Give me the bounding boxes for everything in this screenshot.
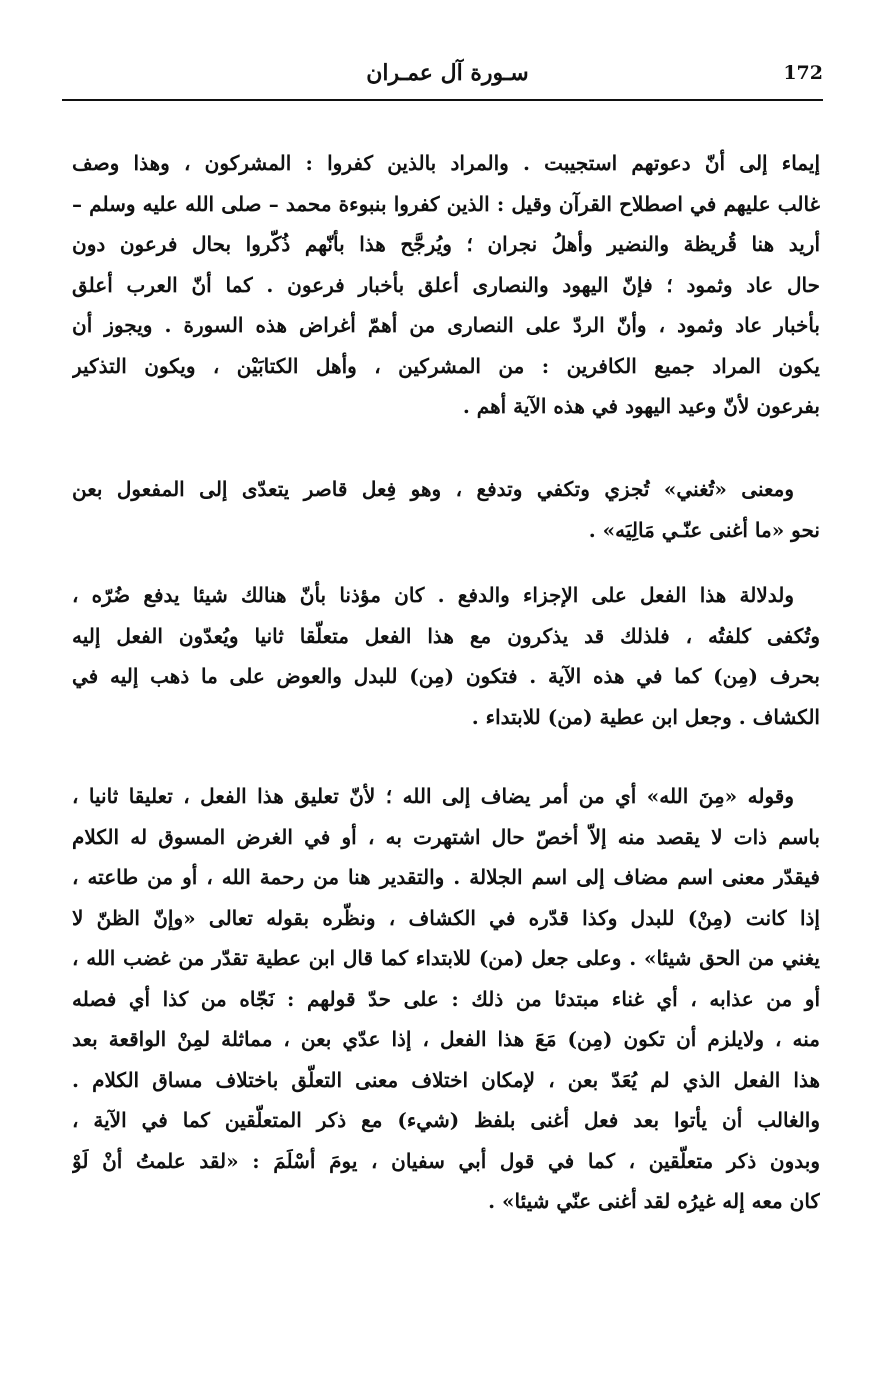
text-line: يغني من الحق شيئا» . وعلى جعل (من) للابتداء كما قال ابن عطية تقدّر من غضب الله ،	[72, 946, 820, 970]
paragraph-4	[72, 776, 820, 1222]
text-line: منه ، ولايلزم أن تكون (مِن) مَعَ هذا الفعل ، إذا عدّي بعن ، مماثلة لمِنْ الواقعة بعد	[72, 1027, 820, 1051]
text-line: بحرف (مِن) كما في هذه الآية . فتكون (مِن) للبدل والعوض على ما ذهب إليه في	[72, 664, 820, 688]
text-line: وقوله «مِنَ الله» أي من أمر يضاف إلى الله ؛ لأنّ تعليق هذا الفعل ، تعليقا ثانيا ،	[72, 784, 794, 808]
text-line: والغالب أن يأتوا بعد فعل أغنى بلفظ (شيء) مع ذكر المتعلّقين كما في الآية ،	[72, 1108, 820, 1132]
page-number: 172	[783, 62, 823, 84]
text-line: أو من عذابه ، أي غناء مبتدئا من ذلك : على حدّ قولهم : نَجّاه من كذا أي فصله	[72, 986, 820, 1011]
paragraph-3	[72, 575, 820, 737]
text-line: كان معه إله غيرُه لقد أغنى عنّي شيئا» .	[488, 1189, 820, 1213]
text-line: أريد هنا قُريظة والنضير وأهلُ نجران ؛ ويُرجَّح هذا بأنّهم ذُكّروا بحال فرعون دون	[72, 232, 820, 256]
text-line: بفرعون لأنّ وعيد اليهود في هذه الآية أهم .	[462, 394, 820, 418]
text-line: باسم ذات لا يقصد منه إلاّ أخصّ حال اشتهرت به ، أو في الغرض المسوق له الكلام	[72, 824, 820, 849]
text-line: إيماء إلى أنّ دعوتهم استجيبت . والمراد بالذين كفروا : المشركون ، وهذا وصف	[72, 151, 820, 175]
text-line: يكون المراد جميع الكافرين : من المشركين ، وأهل الكتابَيْن ، ويكون التذكير	[72, 353, 820, 378]
text-line: فيقدّر معنى اسم مضاف إلى اسم الجلالة . والتقدير هنا من رحمة الله ، أو من طاعته ،	[72, 865, 820, 889]
text-line: ومعنى «تُغني» تُجزي وتكفي وتدفع ، وهو فِعل قاصر يتعدّى إلى المفعول بعن	[72, 477, 794, 501]
text-line: الكشاف . وجعل ابن عطية (من) للابتداء .	[471, 704, 820, 729]
text-line: ولدلالة هذا الفعل على الإجزاء والدفع . كان مؤذنا بأنّ هنالك شيئا يدفع ضُرّه ،	[72, 583, 794, 607]
surah-title: سـورة آل عمـران	[366, 60, 529, 86]
running-header	[72, 58, 823, 98]
header-rule	[62, 99, 823, 101]
text-line: إذا كانت (مِنْ) للبدل وكذا قدّره في الكشاف ، ونظّره بقوله تعالى «وإنّ الظنّ لا	[72, 905, 820, 930]
text-line: وبدون ذكر متعلّقين ، كما في قول أبي سفيان ، يومَ أسْلَمَ : «لقد علمتُ أنْ لَوْ	[72, 1148, 820, 1173]
text-line: نحو «ما أغنى عنّـي مَالِيَه» .	[588, 517, 820, 542]
paragraph-2	[72, 469, 820, 550]
text-line: هذا الفعل الذي لم يُعَدّ بعن ، لإمكان اختلاف معنى التعلّق باختلاف مساق الكلام .	[72, 1067, 820, 1092]
paragraph-1	[72, 143, 820, 427]
text-line: وتُكفى كلفتُه ، فلذلك قد يذكرون مع هذا الفعل متعلّقا ثانيا ويُعدّون الفعل إليه	[72, 623, 820, 648]
text-line: بأخبار عاد وثمود ، وأنّ الردّ على النصارى من أهمّ أغراض هذه السورة . ويجوز أن	[72, 313, 820, 337]
text-line: غالب عليهم في اصطلاح القرآن وقيل : الذين كفروا بنبوءة محمد – صلى الله عليه وسلم –	[72, 191, 820, 216]
text-line: حال عاد وثمود ؛ فإنّ اليهود والنصارى أعلق بأخبار فرعون . كما أنّ العرب أعلق	[72, 272, 820, 297]
